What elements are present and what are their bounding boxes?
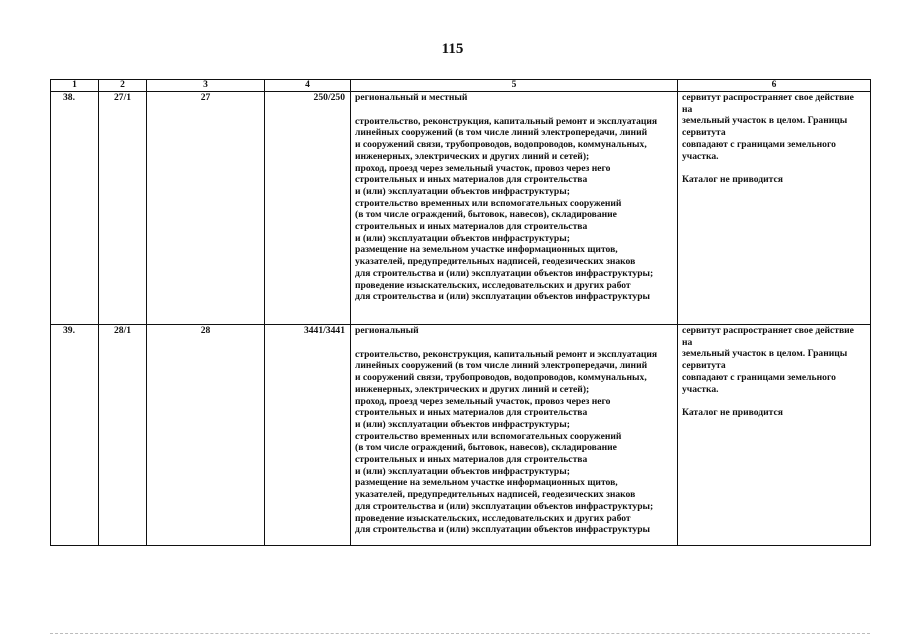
servitude-level-title: региональный и местный bbox=[355, 92, 468, 103]
purpose-line: строительных и иных материалов для строительства bbox=[355, 174, 588, 186]
table-row bbox=[51, 325, 871, 546]
header-row bbox=[51, 80, 871, 92]
catalog-note: Каталог не приводится bbox=[682, 174, 783, 186]
purpose-line: проход, проезд через земельный участок, провоз через него bbox=[355, 162, 611, 174]
purpose-line: строительство временных или вспомогательных сооружений bbox=[355, 197, 622, 209]
parcel-number: 28 bbox=[147, 325, 265, 546]
header-col-2: 2 bbox=[99, 80, 147, 92]
header-col-1: 1 bbox=[51, 80, 99, 92]
note-line: сервитут распространяет свое действие на bbox=[682, 92, 854, 115]
purpose-line: для строительства и (или) эксплуатации объектов инфраструктуры; bbox=[355, 500, 654, 512]
purpose-line: строительных и иных материалов для строительства bbox=[355, 221, 588, 233]
purpose-line: и сооружений связи, трубопроводов, водопроводов, коммунальных, bbox=[355, 139, 647, 151]
purpose-line: строительство, реконструкция, капитальный ремонт и эксплуатация bbox=[355, 115, 658, 127]
purpose-line: для строительства и (или) эксплуатации объектов инфраструктуры bbox=[355, 291, 651, 303]
purpose-line: и (или) эксплуатации объектов инфраструктуры; bbox=[355, 185, 570, 197]
servitude-note-cell bbox=[678, 325, 871, 546]
cadastral-part-number: 27/1 bbox=[99, 92, 147, 325]
note-line: сервитут распространяет свое действие на bbox=[682, 325, 854, 348]
purpose-line: линейных сооружений (в том числе линий электропередачи, линий bbox=[355, 360, 648, 372]
scan-edge-line bbox=[50, 633, 870, 634]
cadastral-part-number: 28/1 bbox=[99, 325, 147, 546]
page-number: 115 bbox=[441, 41, 464, 57]
header-col-4: 4 bbox=[265, 80, 351, 92]
catalog-note: Каталог не приводится bbox=[682, 407, 783, 419]
purpose-line: для строительства и (или) эксплуатации объектов инфраструктуры bbox=[355, 524, 651, 536]
purpose-line: для строительства и (или) эксплуатации объектов инфраструктуры; bbox=[355, 267, 654, 279]
row-number: 39. bbox=[51, 325, 99, 546]
note-spacer bbox=[682, 162, 866, 174]
purpose-line: строительных и иных материалов для строительства bbox=[355, 454, 588, 466]
servitude-table bbox=[50, 79, 871, 546]
purpose-line: проход, проезд через земельный участок, провоз через него bbox=[355, 395, 611, 407]
purpose-line: и (или) эксплуатации объектов инфраструктуры; bbox=[355, 232, 570, 244]
purpose-line: строительных и иных материалов для строительства bbox=[355, 407, 588, 419]
purpose-line: проведение изыскательских, исследовательских и других работ bbox=[355, 279, 631, 291]
purpose-line: (в том числе ограждений, бытовок, навесов), складирование bbox=[355, 442, 617, 454]
note-spacer bbox=[682, 395, 866, 407]
purpose-line: размещение на земельном участке информационных щитов, bbox=[355, 244, 618, 256]
servitude-purpose-cell bbox=[351, 92, 678, 325]
purpose-line: и сооружений связи, трубопроводов, водопроводов, коммунальных, bbox=[355, 372, 647, 384]
servitude-note-cell bbox=[678, 92, 871, 325]
header-col-6: 6 bbox=[678, 80, 871, 92]
purpose-line: и (или) эксплуатации объектов инфраструктуры; bbox=[355, 418, 570, 430]
servitude-purpose-cell bbox=[351, 325, 678, 546]
header-col-3: 3 bbox=[147, 80, 265, 92]
note-line: земельный участок в целом. Границы сервитута bbox=[682, 115, 848, 139]
purpose-line: проведение изыскательских, исследовательских и других работ bbox=[355, 512, 631, 524]
parcel-number: 27 bbox=[147, 92, 265, 325]
purpose-line: указателей, предупредительных надписей, геодезических знаков bbox=[355, 489, 636, 501]
table-row bbox=[51, 92, 871, 325]
note-line: совпадают с границами земельного участка. bbox=[682, 371, 836, 395]
purpose-line: (в том числе ограждений, бытовок, навесов), складирование bbox=[355, 209, 617, 221]
note-line: совпадают с границами земельного участка. bbox=[682, 138, 836, 162]
area-value: 3441/3441 bbox=[265, 325, 351, 546]
purpose-line: линейных сооружений (в том числе линий электропередачи, линий bbox=[355, 127, 648, 139]
purpose-line: размещение на земельном участке информационных щитов, bbox=[355, 477, 618, 489]
purpose-line: указателей, предупредительных надписей, геодезических знаков bbox=[355, 256, 636, 268]
purpose-line: строительство временных или вспомогательных сооружений bbox=[355, 430, 622, 442]
row-number: 38. bbox=[51, 92, 99, 325]
header-col-5: 5 bbox=[351, 80, 678, 92]
servitude-level-title: региональный bbox=[355, 325, 419, 336]
purpose-line: инженерных, электрических и других линий и сетей); bbox=[355, 383, 590, 395]
purpose-line: инженерных, электрических и других линий и сетей); bbox=[355, 150, 590, 162]
purpose-line: строительство, реконструкция, капитальный ремонт и эксплуатация bbox=[355, 348, 658, 360]
purpose-line: и (или) эксплуатации объектов инфраструктуры; bbox=[355, 465, 570, 477]
note-line: земельный участок в целом. Границы сервитута bbox=[682, 348, 848, 372]
area-value: 250/250 bbox=[265, 92, 351, 325]
